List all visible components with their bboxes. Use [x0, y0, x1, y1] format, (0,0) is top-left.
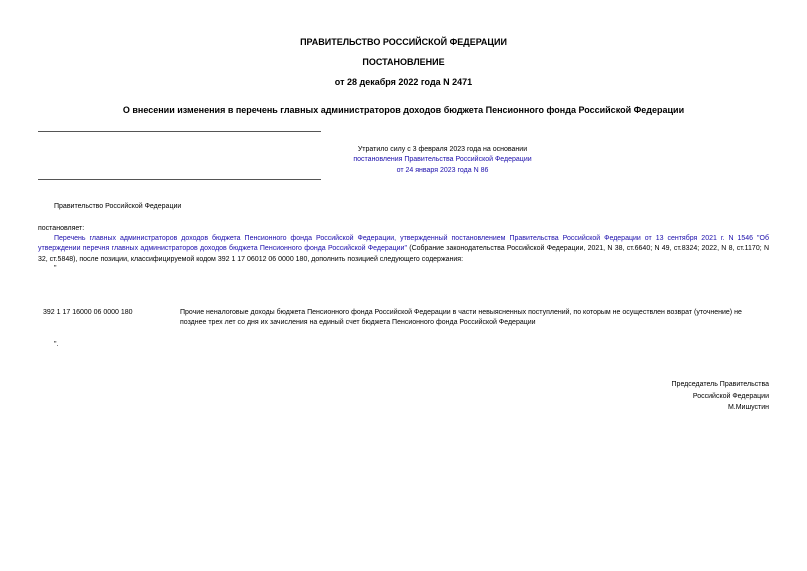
document-date-number: от 28 декабря 2022 года N 2471 — [334, 77, 473, 87]
status-bottom-divider — [38, 179, 321, 180]
quote-close: ". — [54, 341, 59, 348]
amended-act-link[interactable]: Перечень главных администраторов доходов бюджета Пенсионного фонда Российской Федерации, утвержденный постановлением Правительства Российской Федерации от 13 сентября 2021 г. N 1546 "Об утверждении перечня главных администраторов доходов бюджета Пенсионного фонда Российской Федерации" — [38, 235, 769, 253]
status-note — [38, 145, 778, 176]
repeal-link-line1[interactable]: постановления Правительства Российской Федерации — [353, 156, 532, 164]
resolves-label: постановляет: — [38, 225, 85, 232]
revenue-code: 392 1 17 16000 06 0000 180 — [43, 309, 133, 316]
signatory-position-line1: Председатель Правительства — [671, 381, 769, 388]
status-top-divider — [38, 131, 321, 132]
repeal-link-line2[interactable]: от 24 января 2023 года N 86 — [396, 166, 489, 174]
issuing-authority: ПРАВИТЕЛЬСТВО РОССИЙСКОЙ ФЕДЕРАЦИИ — [300, 37, 507, 47]
quote-open: " — [54, 265, 57, 272]
signatory-name: М.Мишустин — [727, 404, 769, 412]
revenue-description: Прочие неналоговые доходы бюджета Пенсионного фонда Российской Федерации в части невыясненных поступлений, по которым не осуществлен возврат (уточнение) не позднее трех лет со дня их зачисления на единый счет бюджета Пенсионного фонда Российской Федерации — [180, 309, 742, 327]
status-note-text: Утратило силу с 3 февраля 2023 года на основании — [357, 146, 528, 153]
document-title: О внесении изменения в перечень главных администраторов доходов бюджета Пенсионного фонда Российской Федерации — [122, 105, 685, 115]
government-intro: Правительство Российской Федерации — [54, 203, 182, 210]
signature-block — [672, 379, 769, 414]
signatory-position-line2: Российской Федерации — [692, 392, 769, 400]
document-type: ПОСТАНОВЛЕНИЕ — [362, 57, 445, 67]
amendment-text: (Собрание законодательства Российской Федерации, 2021, N 38, ст.6640; N 49, ст.8324; 2022, N 8, ст.1170; N 32, ст.5848), после позиции, классифицируемой кодом 392 1 17 06012 06 0000 180, дополнить позицией следующего содержания: — [38, 245, 769, 263]
amendment-paragraph — [38, 234, 769, 265]
